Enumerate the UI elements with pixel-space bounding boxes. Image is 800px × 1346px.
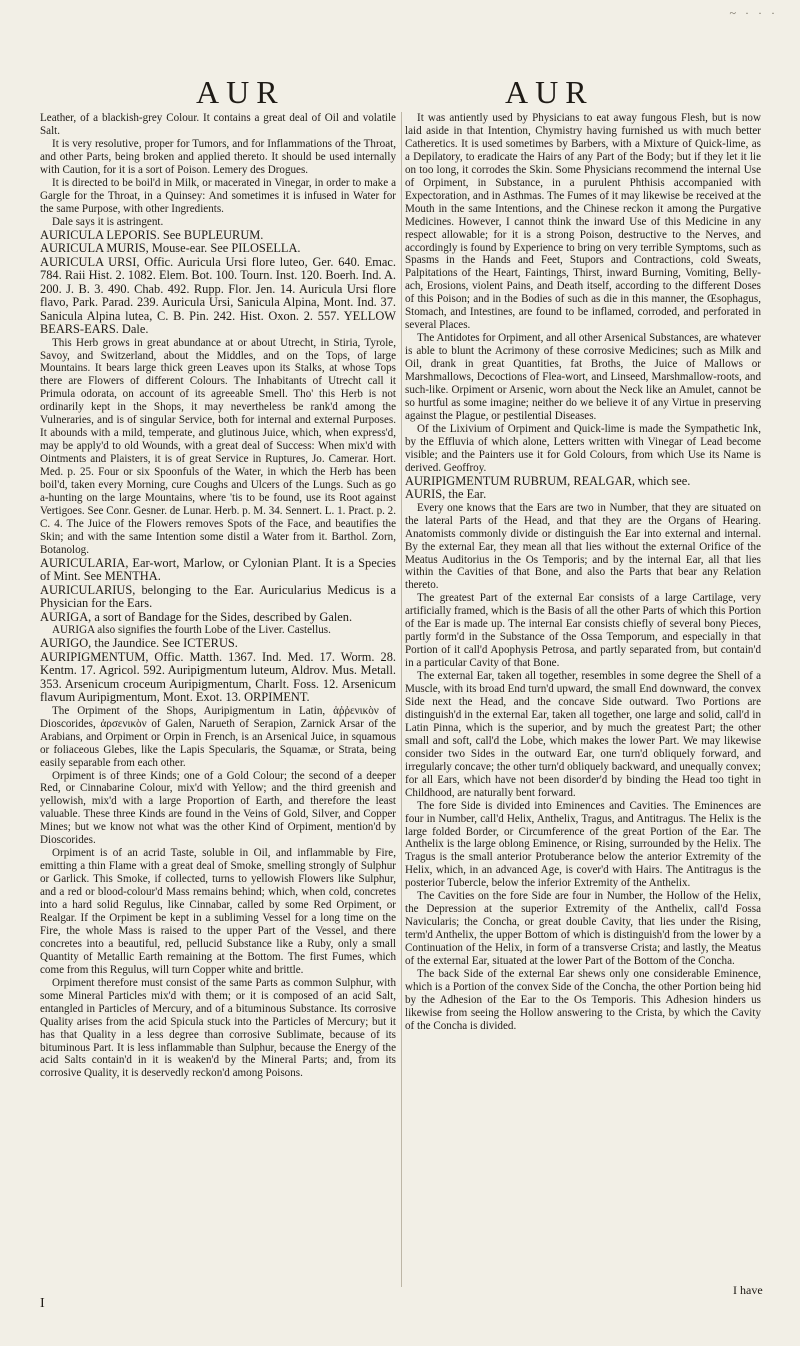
paragraph: The Orpiment of the Shops, Auripigmentum in Latin, ἀῤῥενικὸν of Dioscorides, ἀρσενικὸν of Galen, Narueth of Serapion, Zarnick Arsar of the Arabians, and Orpiment or Orpin in French, is an Arsenical Juice, in squamous or foliaceous Glebes, like the Lapis Specularis, the Squamæ, or Strata, being easily separable from each other. — [40, 704, 396, 769]
paragraph: The external Ear, taken all together, resembles in some degree the Shell of a Muscle, with its broad End turn'd upward, the small End downward, the convex Side next the Head, and the concave Side outward. Two Portions are distinguish'd in the external Ear, taken all together, one large and solid, call'd in Latin Pinna, which is the superior, and by much the greatest Part; the other small and soft, call'd the Lobe, which makes the lower Part. We may likewise consider two Sides in the outward Ear, one turn'd obliquely forward, and irregularly concave; the other turn'd obliquely backward, and unequally convex; for all Ears, which have not been disorder'd by binding the Head too tight in Childhood, are naturally bent forward. — [405, 670, 761, 799]
header-left-word: AUR — [196, 74, 285, 110]
paragraph: Dale says it is astringent. — [52, 215, 164, 228]
paragraph: The greatest Part of the external Ear consists of a large Cartilage, very artificially framed, which is the Basis of all the other Parts of which this Portion of the Ear is made up. The internal Ear consists chiefly of several bony Pieces, partly form'd in the Substance of the Ossa Temporum, and especially in that Portion of it call'd Apophysis Petrosa, and partly separated from, but contain'd in a particular Cavity of that Bone. — [405, 592, 761, 670]
entry-heading: AURIGO, the Jaundice. See ICTERUS. — [40, 636, 238, 651]
paragraph: The Antidotes for Orpiment, and all other Arsenical Substances, are whatever is able to blunt the Acrimony of these corrosive Medicines; such as Milk and Oil, drank in great Quantities, fat Broths, the Juice of Mallows or Marshmallows, Decoctions of Flea-wort, and Linseed, Marshmallow-roots, and such-like. Orpiment or Arsenic, worn about the Neck like an Amulet, cannot be so hurtful as some imagine; neither do we believe it of any Virtue in preserving against the Plague, or pestilential Diseases. — [405, 332, 761, 422]
entry-heading: AURICULA MURIS, Mouse-ear. See PILOSELLA. — [40, 241, 301, 256]
paragraph: It is very resolutive, proper for Tumors, and for Inflammations of the Throat, and other Parts, being broken and applied thereto. It should be used internally with Caution, for it is a sort of Poison. Lemery des Drogues. — [40, 137, 396, 176]
paragraph: Orpiment is of an acrid Taste, soluble in Oil, and inflammable by Fire, emitting a thin Flame with a great deal of Smoke, smelling strongly of Sulphur or Garlick. This Smoke, if collected, turns to yellowish Flowers like Sulphur, and a red or blood-colour'd Mass remains behind; which, when cold, concretes into a hard solid Regulus, like Cinnabar, called by some Red Orpiment, or Realgar. If the Orpiment be kept in a subliming Vessel for a long time on the Fire, the whole Mass is raised to the upper Part of the Vessel, and there concretes into a beautiful, red, pellucid Substance like a Ruby, only a small Quantity of Metallic Earth remaining at the Bottom. The first Fumes, which come from this Regulus, will turn Copper white and brittle. — [40, 847, 396, 976]
paragraph: The fore Side is divided into Eminences and Cavities. The Eminences are four in Number, call'd Helix, Anthelix, Tragus, and Antitragus. The Helix is the large folded Border, or Circumference of the great Portion of the Ear. The Anthelix is the large oblong Eminence, or Rising, surrounded by the Helix. The Tragus is the small anterior Protuberance below the anterior Extremity of the Helix, which, in an advanced Age, is cover'd with Hairs. The Antitragus is the posterior Tubercle, below the inferior Extremity of the Anthelix. — [405, 799, 761, 890]
running-header — [0, 74, 800, 114]
paragraph: The Cavities on the fore Side are four in Number, the Hollow of the Helix, the Depression at the superior Extremity of the Anthelix, call'd Fossa Navicularis; the Concha, or great double Cavity, that lies under the Rising, term'd Anthelix, the upper Bottom of which is distinguish'd from the lower by a Continuation of the Helix, in form of a transverse Crista; and lastly, the Meatus of the external Ear, situated at the lower Part of the Bottom of the Concha. — [405, 890, 761, 968]
paragraph: Every one knows that the Ears are two in Number, that they are situated on the lateral Parts of the Head, and that they are the Organs of Hearing. Anatomists commonly divide or distinguish the Ear into external and internal. By the external Ear, they mean all that lies without the external Orifice of the Meatus Auditorius in the Os Temporis; and by the internal Ear, all that lies within the Cavities of that Bone, and also the Parts that bear any Relation thereto. — [405, 501, 761, 592]
page-number: I — [40, 1296, 45, 1311]
paragraph: AURIGA also signifies the fourth Lobe of the Liver. Castellus. — [52, 624, 331, 637]
entry-heading: AURIPIGMENTUM RUBRUM, REALGAR, which see. — [405, 473, 691, 488]
entry-heading: AURICULA URSI, Offic. Auricula Ursi flore luteo, Ger. 640. Emac. 784. Raii Hist. 2. 1082. Elem. Bot. 100. Tourn. Inst. 120. Boerh. Ind. A. 200. J. B. 3. 490. Chab. 492. Rupp. Flor. Jen. 14. Auricula Ursi flore flavo, Park. Parad. 239. Auricula Ursi, Sanicula Alpina, Mont. Ind. 37. Sanicula Alpina lutea, C. B. Pin. 242. Hist. Oxon. 2. 557. YELLOW BEARS-EARS. Dale. — [40, 254, 396, 337]
paragraph: Leather, of a blackish-grey Colour. It contains a great deal of Oil and volatile Salt. — [40, 112, 396, 137]
paragraph: Orpiment therefore must consist of the same Parts as common Sulphur, with some Mineral Particles mix'd with them; or it is composed of an acid Salt, entangled in Particles of Mercury, and of a bituminous Substance. Its corrosive Quality arises from the acid Spicula stuck into the Particles of Mercury; but it has that Quality in a less degree than corrosive Sublimate, because of its bituminous Part. It is less inflammable than Sulphur, because the Energy of the acid Salts contain'd in it is weaken'd by the Mineral Parts; and, from its corrosive Quality, it is deservedly reckon'd among Poisons. — [40, 976, 396, 1080]
column-divider — [401, 112, 402, 1287]
catchword: I have — [733, 1283, 763, 1297]
entry-heading: AURICULARIA, Ear-wort, Marlow, or Cylonian Plant. It is a Species of Mint. See MENTHA. — [40, 555, 396, 584]
right-column — [405, 112, 761, 1287]
paragraph: Orpiment is of three Kinds; one of a Gold Colour; the second of a deeper Red, or Cinnabarine Colour, mix'd with Yellow; and the third greenish and yellowish, mix'd with a large Proportion of Earth, and therefore the least valuable. These three Kinds are found in the Veins of Gold, Silver, and Copper Mines; but we know not what was the other Kind of Orpiment, mention'd by Dioscorides. — [40, 769, 396, 847]
entry-heading: AURIGA, a sort of Bandage for the Sides, described by Galen. — [40, 609, 353, 624]
paragraph: Of the Lixivium of Orpiment and Quick-lime is made the Sympathetic Ink, by the Effluvia of which alone, Letters written with Vinegar of Lead become visible; and the Painters use it for Gold Colours, from which Use its Name is derived. Geoffroy. — [405, 422, 761, 474]
paragraph: It was antiently used by Physicians to eat away fungous Flesh, but is now laid aside in that Intention, Chymistry having furnished us with much better Catheretics. It is used sometimes by Barbers, with a Mixture of Quick-lime, as a Depilatory, to eradicate the Hairs of any Part of the Body; but if they let it lie on too long, it corrodes the Skin. Some Physicians recommend the internal Use of Orpiment, in Substance, in a purulent Phthisis accompanied with Expectoration, and in Asthmas. The Fumes of it may likewise be received at the Mouth in the same Intentions, and the Chinese reckon it among the Purgative Medicines. However, I cannot think the inward Use of this Medicine in any respect allowable; for it is a strong Poison, destructive to the Nerves, and accordingly is found by Experience to bring on very terrible Symptoms, such as Spasms in the Hands and Feet, Stupors and Contractions, cold Sweats, Palpitations of the Heart, Faintings, Thirst, inward Burning, Vomiting, Belly-ach, Erosions, violent Pains, and Death itself, according to the different Doses of this Poison; and in the Bodies of such as die in this manner, the Œsophagus, Stomach, and Intestines, are found to be inflamed, corroded, and perforated in several Places. — [405, 112, 761, 332]
entry-heading: AURIPIGMENTUM, Offic. Matth. 1367. Ind. Med. 17. Worm. 28. Kentm. 17. Agricol. 592. Auripigmentum luteum, Aldrov. Mus. Metall. 353. Arsenicum croceum Auripigmentum, Charlt. Foss. 12. Arsenicum flavum Auripigmentum, Mont. Exot. 13. ORPIMENT. — [40, 649, 396, 705]
paragraph: It is directed to be boil'd in Milk, or macerated in Vinegar, in order to make a Gargle for the Throat, in a Quinsey: And sometimes it is infused in Water for the same Purpose, with other Ingredients. — [40, 176, 396, 215]
paragraph: The back Side of the external Ear shews only one considerable Eminence, which is a Portion of the convex Side of the Concha, the other Portion being hid by the Adhesion of the Ear to the Os Temporis. This Adhesion hinders us likewise from seeing the Hollow answering to the Crista, by which the Cavity of the Concha is divided. — [405, 968, 761, 1032]
entry-heading: AURICULARIUS, belonging to the Ear. Auricularius Medicus is a Physician for the Ears. — [40, 582, 396, 611]
corner-ink-mark: ~ · · · — [729, 6, 778, 20]
header-right-word: AUR — [505, 74, 594, 110]
paragraph: This Herb grows in great abundance at or about Utrecht, in Stiria, Tyrole, Savoy, and Switzerland, about the Middles, and on the Tops, of large Mountains. It bears large thick green Leaves upon its Stalks, at whose Tops there are Flowers of different Colours. The Inhabitants of Utrecht call it Primula odorata, on account of its agreeable Smell. Tho' this Herb is not ordinarily kept in the Shops, it may nevertheless be rank'd among the Vulneraries, and is of singular Service, both for internal and external Purposes. It abounds with a mild, temperate, and glutinous Juice, which, when express'd, may be apply'd to old Wounds, with a great deal of Success: When mix'd with Ointments and Plaisters, it is of great Service in Ruptures, Jo. Camerar. Hort. Med. p. 25. Four or six Spoonfuls of the Water, in which the Herb has been boil'd, taken every Morning, cure Coughs and Ulcers of the Lungs. Such as go a-hunting on the large Mountains, where 'tis to be found, use its Root against Vertigoes. See Conr. Gesner. de Lunar. Herb. p. M. 34. Sennert. L. 1. Pract. p. 2. C. 4. The Juice of the Flowers removes Spots of the Face, and beautifies the Skin; and with the same Intention some distil a Water from it. Barthol. Zorn, Botanolog. — [40, 336, 396, 556]
left-column — [40, 112, 396, 1287]
entry-heading: AURICULA LEPORIS. See BUPLEURUM. — [40, 227, 264, 242]
entry-heading: AURIS, the Ear. — [405, 487, 487, 502]
